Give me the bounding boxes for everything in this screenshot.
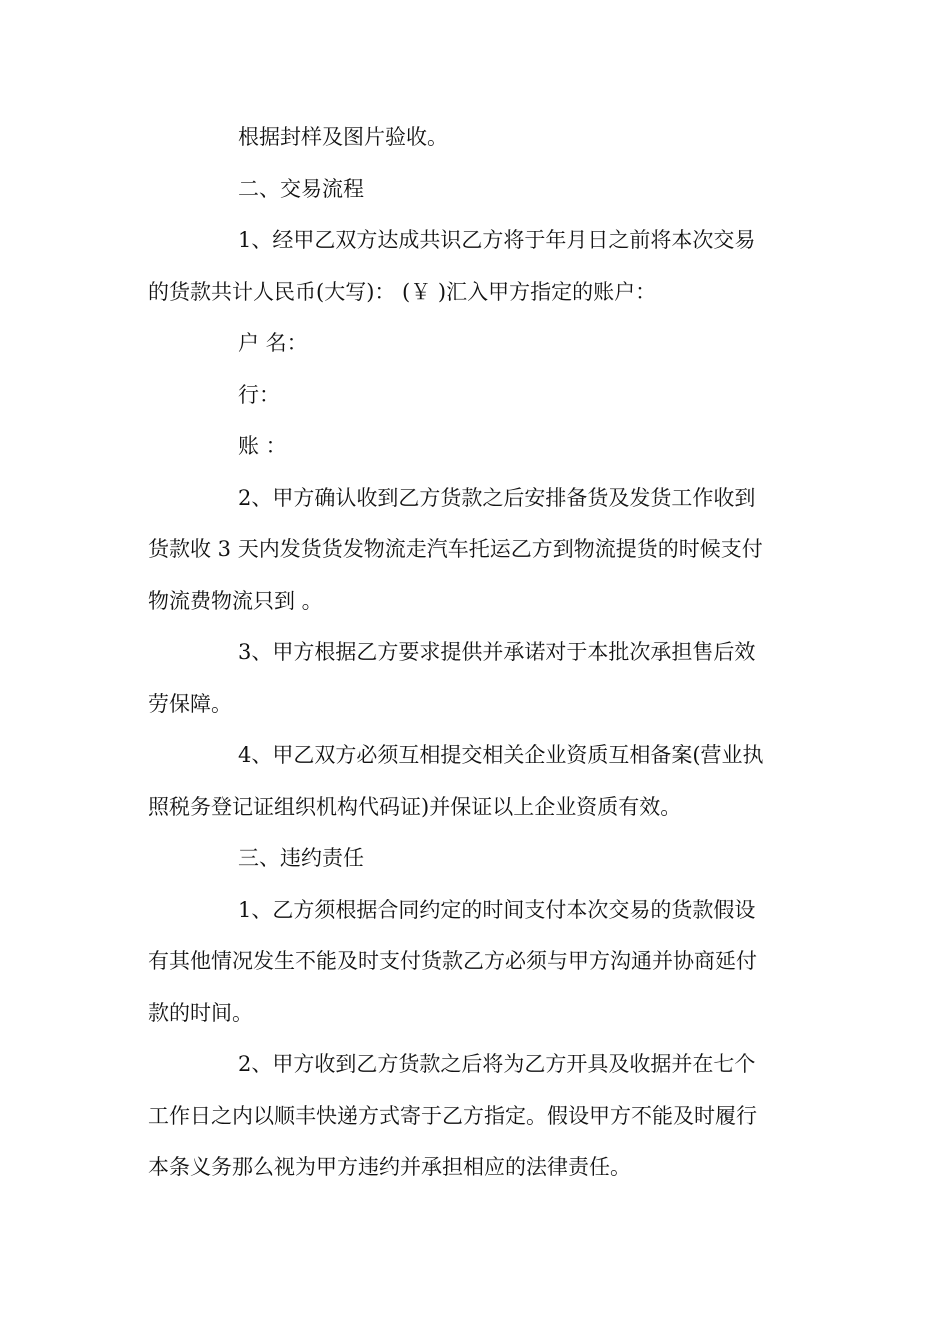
text-line: 3、甲方根据乙方要求提供并承诺对于本批次承担售后效 <box>238 640 756 664</box>
text-line: 的货款共计人民币(大写)： (￥ )汇入甲方指定的账户： <box>148 279 657 304</box>
section-heading: 三、违约责任 <box>238 846 364 870</box>
clause-3-1 <box>148 885 798 1040</box>
paragraph-inspection <box>148 112 798 164</box>
document-body <box>148 112 798 1194</box>
section-heading: 二、交易流程 <box>238 176 364 201</box>
text-line: 1、乙方须根据合同约定的时间支付本次交易的货款假设 <box>238 897 756 922</box>
field-label: 账 ： <box>238 434 287 458</box>
text-line: 照税务登记证组织机构代码证)并保证以上企业资质有效。 <box>148 794 682 819</box>
section-heading-trade-process <box>148 164 798 216</box>
text-line: 2、甲方收到乙方货款之后将为乙方开具及收据并在七个 <box>238 1052 756 1076</box>
text-line: 有其他情况发生不能及时支付货款乙方必须与甲方沟通并协商延付 <box>148 949 757 973</box>
section-heading-liability <box>148 833 798 885</box>
text-line: 根据封样及图片验收。 <box>238 125 448 149</box>
bank-field <box>148 370 798 422</box>
clause-2-3 <box>148 627 798 730</box>
field-label: 行： <box>238 382 280 407</box>
text-line: 4、甲乙双方必须互相提交相关企业资质互相备案(营业执 <box>238 743 764 767</box>
text-line: 款的时间。 <box>148 1000 253 1025</box>
text-line: 货款收 3 天内发货货发物流走汽车托运乙方到物流提货的时候支付 <box>148 537 763 561</box>
clause-2-1 <box>148 215 798 318</box>
text-line: 1、经甲乙双方达成共识乙方将于年月日之前将本次交易 <box>238 228 756 252</box>
text-line: 物流费物流只到 。 <box>148 588 323 613</box>
clause-2-2 <box>148 473 798 628</box>
text-line: 劳保障。 <box>148 691 232 716</box>
text-line: 2、甲方确认收到乙方货款之后安排备货及发货工作收到 <box>238 485 756 510</box>
account-number-field <box>148 421 798 473</box>
clause-3-2 <box>148 1039 798 1194</box>
clause-2-4 <box>148 730 798 833</box>
text-line: 本条义务那么视为甲方违约并承担相应的法律责任。 <box>148 1155 631 1179</box>
field-label: 户 名： <box>238 331 308 355</box>
account-name-field <box>148 318 798 370</box>
text-line: 工作日之内以顺丰快递方式寄于乙方指定。假设甲方不能及时履行 <box>148 1103 757 1128</box>
